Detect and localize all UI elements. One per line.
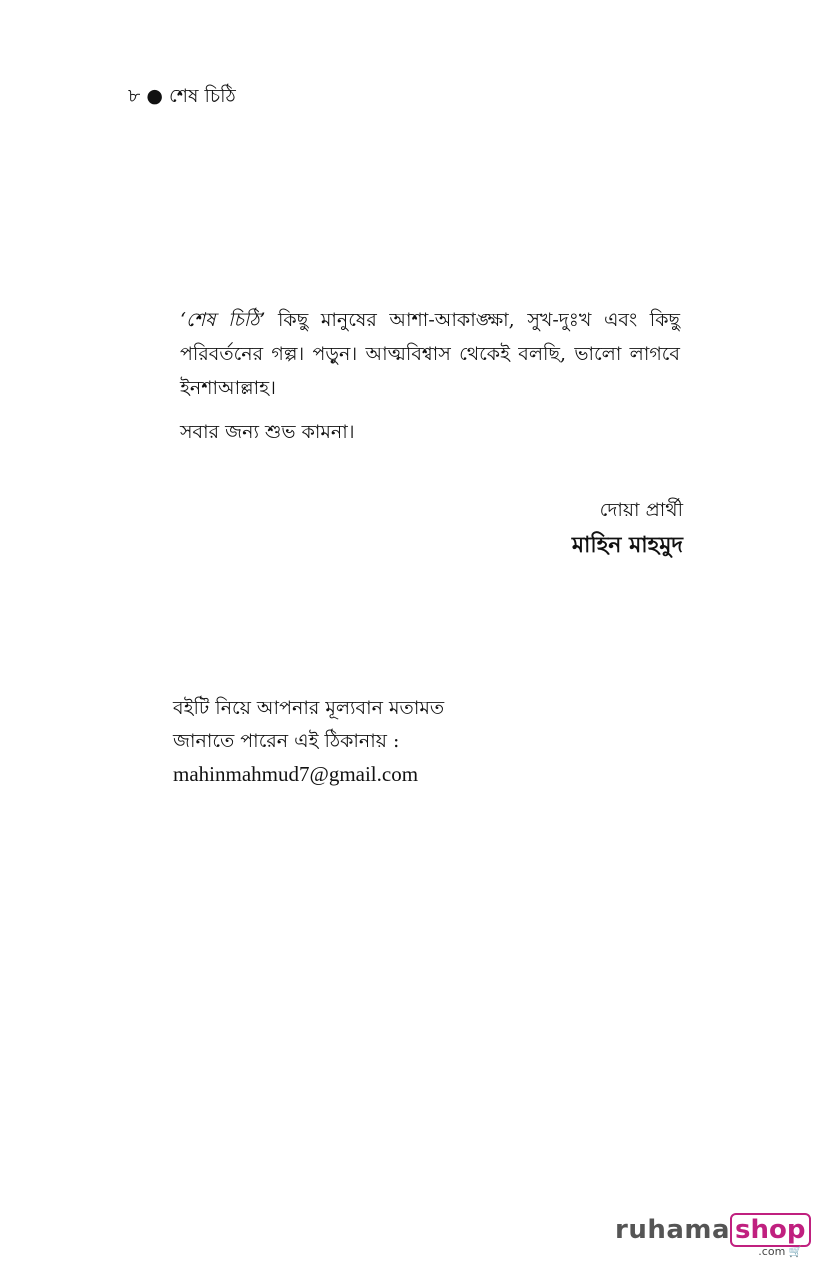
book-title: শেষ চিঠি: [169, 85, 236, 107]
good-wishes: সবার জন্য শুভ কামনা।: [180, 421, 355, 443]
logo-ruhama: ruhama: [615, 1215, 731, 1245]
quoted-title: ‘শেষ চিঠি’: [180, 309, 266, 331]
contact-block: [173, 692, 444, 791]
contact-line-2: জানাতে পারেন এই ঠিকানায় :: [173, 730, 400, 752]
signature-prefix: দোয়া প্রার্থী: [599, 499, 683, 521]
page-number: ৮: [128, 85, 141, 107]
ruhamashop-logo: [615, 1213, 811, 1258]
contact-email: mahinmahmud7@gmail.com: [173, 762, 419, 786]
running-header: [128, 82, 236, 114]
contact-line-1: বইটি নিয়ে আপনার মূল্যবান মতামত: [173, 697, 445, 719]
foreword-paragraph: [180, 303, 680, 405]
cart-icon: 🛒: [785, 1245, 803, 1258]
bullet-separator: ●: [146, 85, 163, 107]
paragraph-text: কিছু মানুষের আশা-আকাঙ্ক্ষা, সুখ-দুঃখ এবং কিছু পরিবর্তনের গল্প। পড়ুন। আত্মবিশ্বাস থেকেই বলছি, ভালো লাগবে ইনশাআল্লাহ।: [180, 309, 681, 399]
logo-com-text: .com: [758, 1245, 786, 1258]
logo-com: [758, 1245, 802, 1258]
author-name: মাহিন মাহমুদ: [571, 532, 683, 558]
logo-shop: shop: [730, 1213, 810, 1247]
